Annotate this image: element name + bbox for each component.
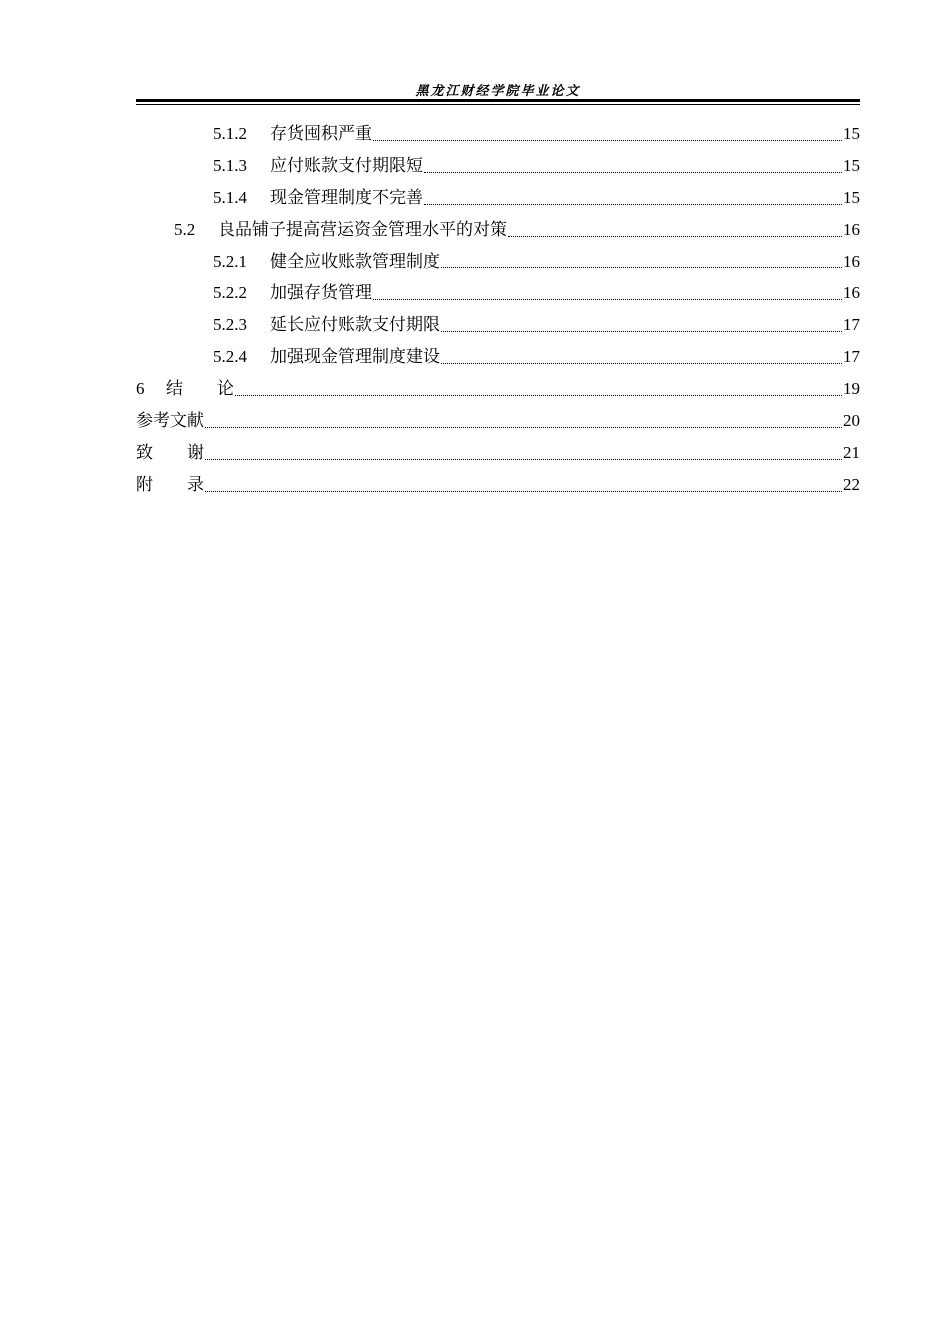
toc-entry-page-number: 20	[843, 410, 860, 430]
toc-entry-text	[213, 251, 440, 273]
toc-entry-text	[213, 187, 423, 209]
toc-entry-text	[174, 219, 507, 241]
toc-entry-number: 5.1.3	[213, 155, 247, 175]
toc-entry[interactable]	[136, 246, 860, 278]
toc-entry-text	[136, 378, 234, 400]
header-title: 黑龙江财经学院毕业论文	[415, 84, 581, 99]
toc-leader-dots	[235, 394, 842, 396]
toc-entry[interactable]	[136, 150, 860, 182]
toc-entry-text	[213, 155, 423, 177]
toc-entry-title: 延长应付账款支付期限	[270, 315, 440, 335]
header-rule-thick	[136, 99, 860, 102]
toc-entry-text	[213, 282, 372, 304]
toc-entry[interactable]	[136, 373, 860, 405]
toc-entry-text	[136, 410, 204, 432]
toc-leader-dots	[441, 330, 842, 332]
toc-entry[interactable]	[136, 437, 860, 469]
toc-entry-page-number: 15	[843, 155, 860, 175]
page-header	[136, 78, 860, 108]
toc-leader-dots	[205, 426, 842, 428]
toc-entry-text	[213, 314, 440, 336]
toc-entry-page-number: 15	[843, 123, 860, 143]
toc-leader-dots	[205, 490, 842, 492]
toc-entry-page-number: 16	[843, 219, 860, 239]
toc-entry-number: 6	[136, 379, 145, 399]
toc-entry-title: 现金管理制度不完善	[270, 187, 423, 207]
toc-entry-title: 加强存货管理	[270, 283, 372, 303]
toc-entry-title: 附 录	[136, 474, 204, 494]
toc-entry[interactable]	[136, 214, 860, 246]
toc-entry-page-number: 16	[843, 283, 860, 303]
table-of-contents	[136, 118, 860, 501]
toc-leader-dots	[441, 266, 842, 268]
toc-entry-title: 加强现金管理制度建设	[270, 347, 440, 367]
toc-leader-dots	[424, 171, 842, 173]
toc-entry-title: 结 论	[166, 379, 234, 399]
toc-entry-number: 5.2.2	[213, 283, 247, 303]
toc-leader-dots	[373, 139, 842, 141]
toc-entry-page-number: 19	[843, 379, 860, 399]
toc-entry-text	[213, 346, 440, 368]
toc-leader-dots	[205, 458, 842, 460]
toc-entry-page-number: 17	[843, 347, 860, 367]
toc-entry-number: 5.2.4	[213, 347, 247, 367]
toc-entry-number: 5.2.1	[213, 251, 247, 271]
toc-leader-dots	[424, 203, 842, 205]
toc-entry[interactable]	[136, 182, 860, 214]
toc-entry-text	[213, 123, 372, 145]
toc-leader-dots	[508, 235, 842, 237]
toc-entry-text	[136, 442, 204, 464]
toc-entry[interactable]	[136, 469, 860, 501]
toc-entry-page-number: 15	[843, 187, 860, 207]
toc-entry-title: 存货囤积严重	[270, 123, 372, 143]
toc-entry-title: 应付账款支付期限短	[270, 155, 423, 175]
toc-leader-dots	[373, 298, 842, 300]
toc-entry[interactable]	[136, 118, 860, 150]
toc-entry[interactable]	[136, 341, 860, 373]
toc-entry-number: 5.2	[174, 219, 196, 239]
header-rule-thin	[136, 104, 860, 105]
toc-entry-title: 致 谢	[136, 442, 204, 462]
toc-entry-page-number: 22	[843, 474, 860, 494]
toc-entry-title: 良品铺子提高营运资金管理水平的对策	[218, 219, 507, 239]
toc-entry-number: 5.2.3	[213, 315, 247, 335]
toc-entry-page-number: 17	[843, 315, 860, 335]
toc-entry-page-number: 21	[843, 442, 860, 462]
toc-entry[interactable]	[136, 405, 860, 437]
toc-entry-text	[136, 474, 204, 496]
toc-leader-dots	[441, 362, 842, 364]
toc-entry-number: 5.1.4	[213, 187, 247, 207]
toc-entry-title: 健全应收账款管理制度	[270, 251, 440, 271]
toc-entry-title: 参考文献	[136, 410, 204, 430]
toc-entry-number: 5.1.2	[213, 123, 247, 143]
toc-entry-page-number: 16	[843, 251, 860, 271]
toc-entry[interactable]	[136, 309, 860, 341]
toc-entry[interactable]	[136, 277, 860, 309]
